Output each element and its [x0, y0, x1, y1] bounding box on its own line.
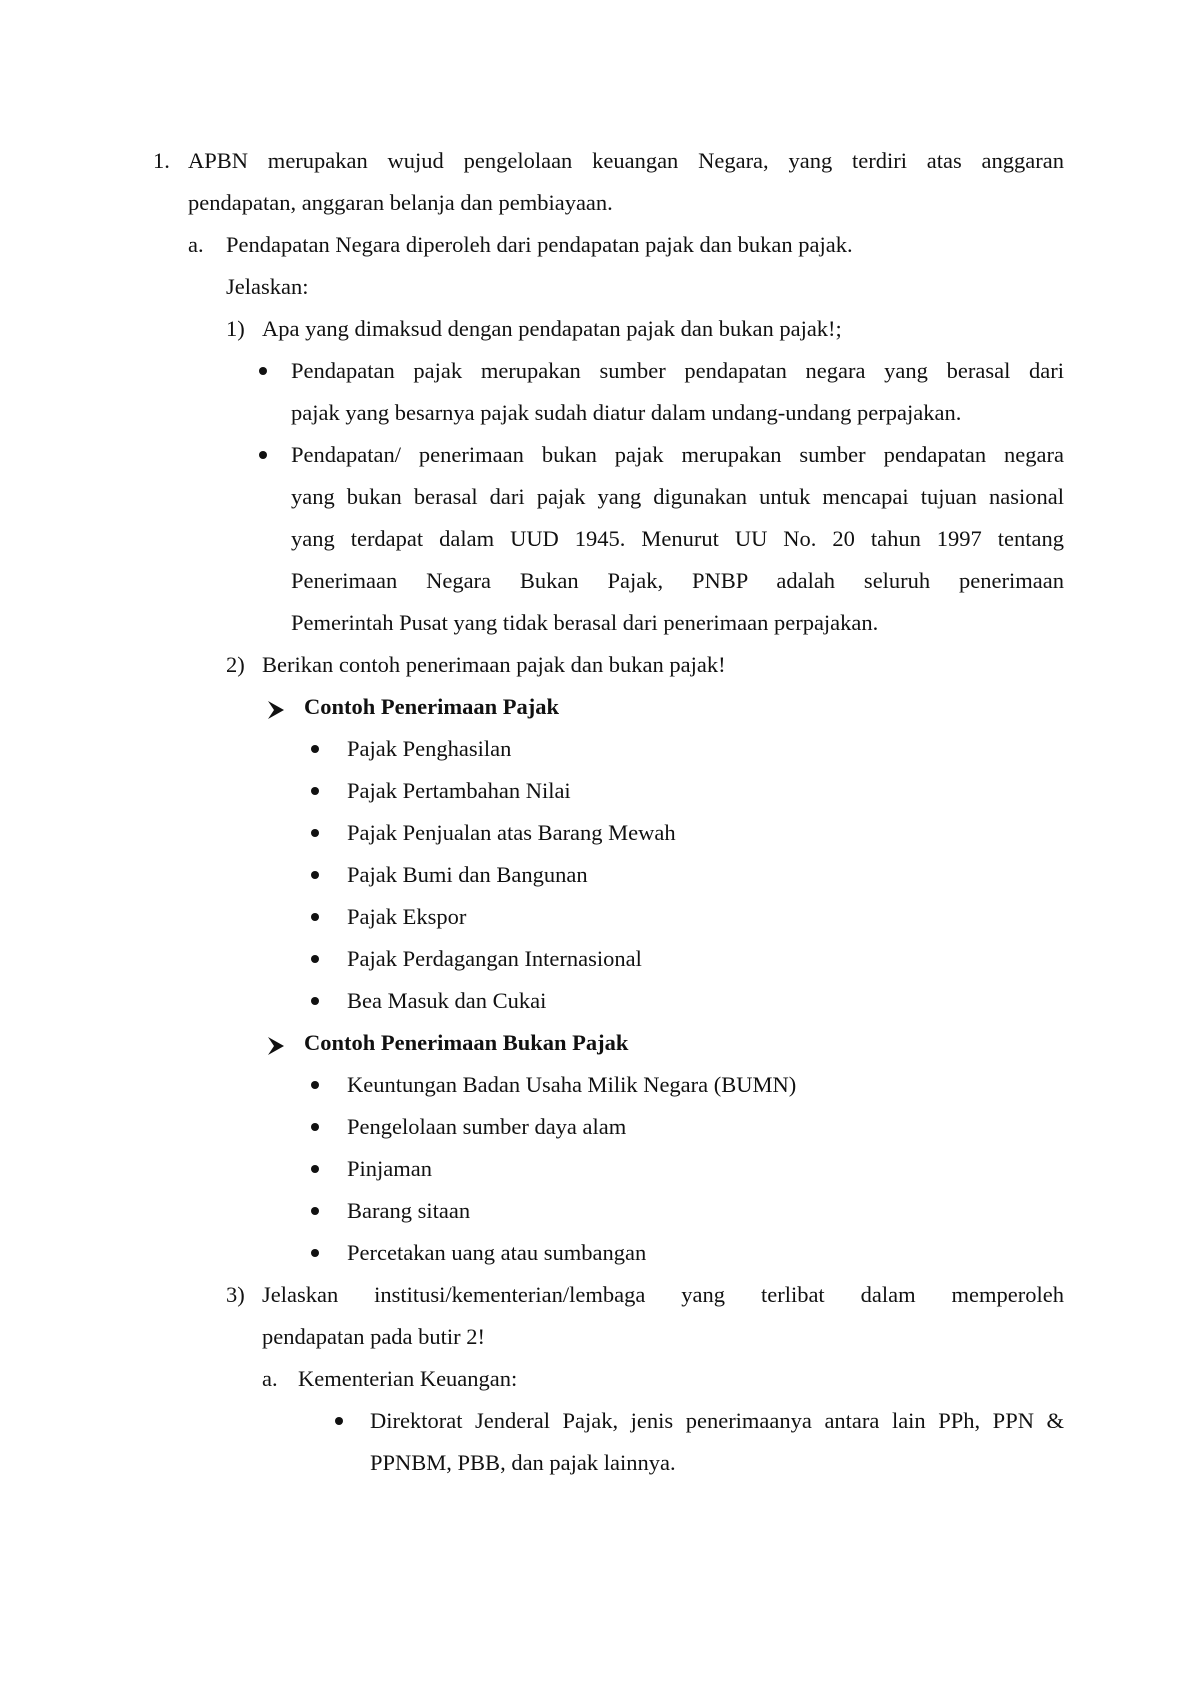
bullet-2-line-1: Pendapatan/ penerimaan bukan pajak merupakan sumber pendapatan negara [291, 442, 1064, 467]
list-letter-a: a. [188, 232, 204, 257]
list-item: Bea Masuk dan Cukai [347, 988, 547, 1013]
bullet-icon [311, 955, 319, 963]
bullet-icon [311, 1165, 319, 1173]
djp-line-1: Direktorat Jenderal Pajak, jenis penerimaanya antara lain PPh, PPN & [370, 1408, 1064, 1433]
list-letter-a: a. [262, 1366, 278, 1391]
subquestion-a-line-1: Pendapatan Negara diperoleh dari pendapatan pajak dan bukan pajak. [226, 232, 853, 257]
bullet-icon [311, 1249, 319, 1257]
djp-line-2: PPNBM, PBB, dan pajak lainnya. [370, 1450, 676, 1475]
bullet-icon [311, 745, 319, 753]
list-number-1: 1. [153, 148, 170, 173]
bullet-icon [311, 1207, 319, 1215]
bullet-icon [311, 829, 319, 837]
point-3-line-1: Jelaskan institusi/kementerian/lembaga yang terlibat dalam memperoleh [262, 1282, 1064, 1307]
question-1-line-1: APBN merupakan wujud pengelolaan keuangan Negara, yang terdiri atas anggaran [188, 148, 1064, 173]
pajak-heading: Contoh Penerimaan Pajak [304, 694, 559, 719]
bullet-2-line-5: Pemerintah Pusat yang tidak berasal dari penerimaan perpajakan. [291, 610, 879, 635]
kementerian-label: Kementerian Keuangan: [298, 1366, 518, 1391]
list-item-1-marker: 1) [226, 316, 245, 341]
list-item: Keuntungan Badan Usaha Milik Negara (BUMN) [347, 1072, 797, 1097]
bullet-icon [259, 451, 267, 459]
list-item: Percetakan uang atau sumbangan [347, 1240, 647, 1265]
list-item: Pajak Penjualan atas Barang Mewah [347, 820, 676, 845]
bullet-icon [311, 997, 319, 1005]
list-item-2-marker: 2) [226, 652, 245, 677]
list-item: Pinjaman [347, 1156, 432, 1181]
bullet-1-line-2: pajak yang besarnya pajak sudah diatur dalam undang-undang perpajakan. [291, 400, 962, 425]
list-item: Pajak Bumi dan Bangunan [347, 862, 588, 887]
bullet-2-line-3: yang terdapat dalam UUD 1945. Menurut UU No. 20 tahun 1997 tentang [291, 526, 1064, 551]
list-item: Barang sitaan [347, 1198, 471, 1223]
list-item: Pajak Ekspor [347, 904, 467, 929]
bukan-pajak-heading: Contoh Penerimaan Bukan Pajak [304, 1030, 629, 1055]
bullet-1-line-1: Pendapatan pajak merupakan sumber pendapatan negara yang berasal dari [291, 358, 1064, 383]
arrow-bullet-icon [267, 700, 285, 720]
point-3-line-2: pendapatan pada butir 2! [262, 1324, 486, 1349]
bullet-2-line-2: yang bukan berasal dari pajak yang digunakan untuk mencapai tujuan nasional [291, 484, 1064, 509]
list-item: Pajak Perdagangan Internasional [347, 946, 642, 971]
bullet-icon [335, 1417, 343, 1425]
bullet-icon [259, 367, 267, 375]
list-item: Pengelolaan sumber daya alam [347, 1114, 627, 1139]
bullet-icon [311, 1081, 319, 1089]
list-item: Pajak Penghasilan [347, 736, 512, 761]
bullet-icon [311, 787, 319, 795]
point-1-text: Apa yang dimaksud dengan pendapatan pajak dan bukan pajak!; [262, 316, 842, 341]
bullet-2-line-4: Penerimaan Negara Bukan Pajak, PNBP adalah seluruh penerimaan [291, 568, 1064, 593]
bullet-icon [311, 1123, 319, 1131]
list-item: Pajak Pertambahan Nilai [347, 778, 571, 803]
question-1-line-2: pendapatan, anggaran belanja dan pembiayaan. [188, 190, 613, 215]
list-item-3-marker: 3) [226, 1282, 245, 1307]
arrow-bullet-icon [267, 1036, 285, 1056]
bullet-icon [311, 871, 319, 879]
point-2-text: Berikan contoh penerimaan pajak dan bukan pajak! [262, 652, 726, 677]
subquestion-a-line-2: Jelaskan: [226, 274, 309, 299]
bullet-icon [311, 913, 319, 921]
